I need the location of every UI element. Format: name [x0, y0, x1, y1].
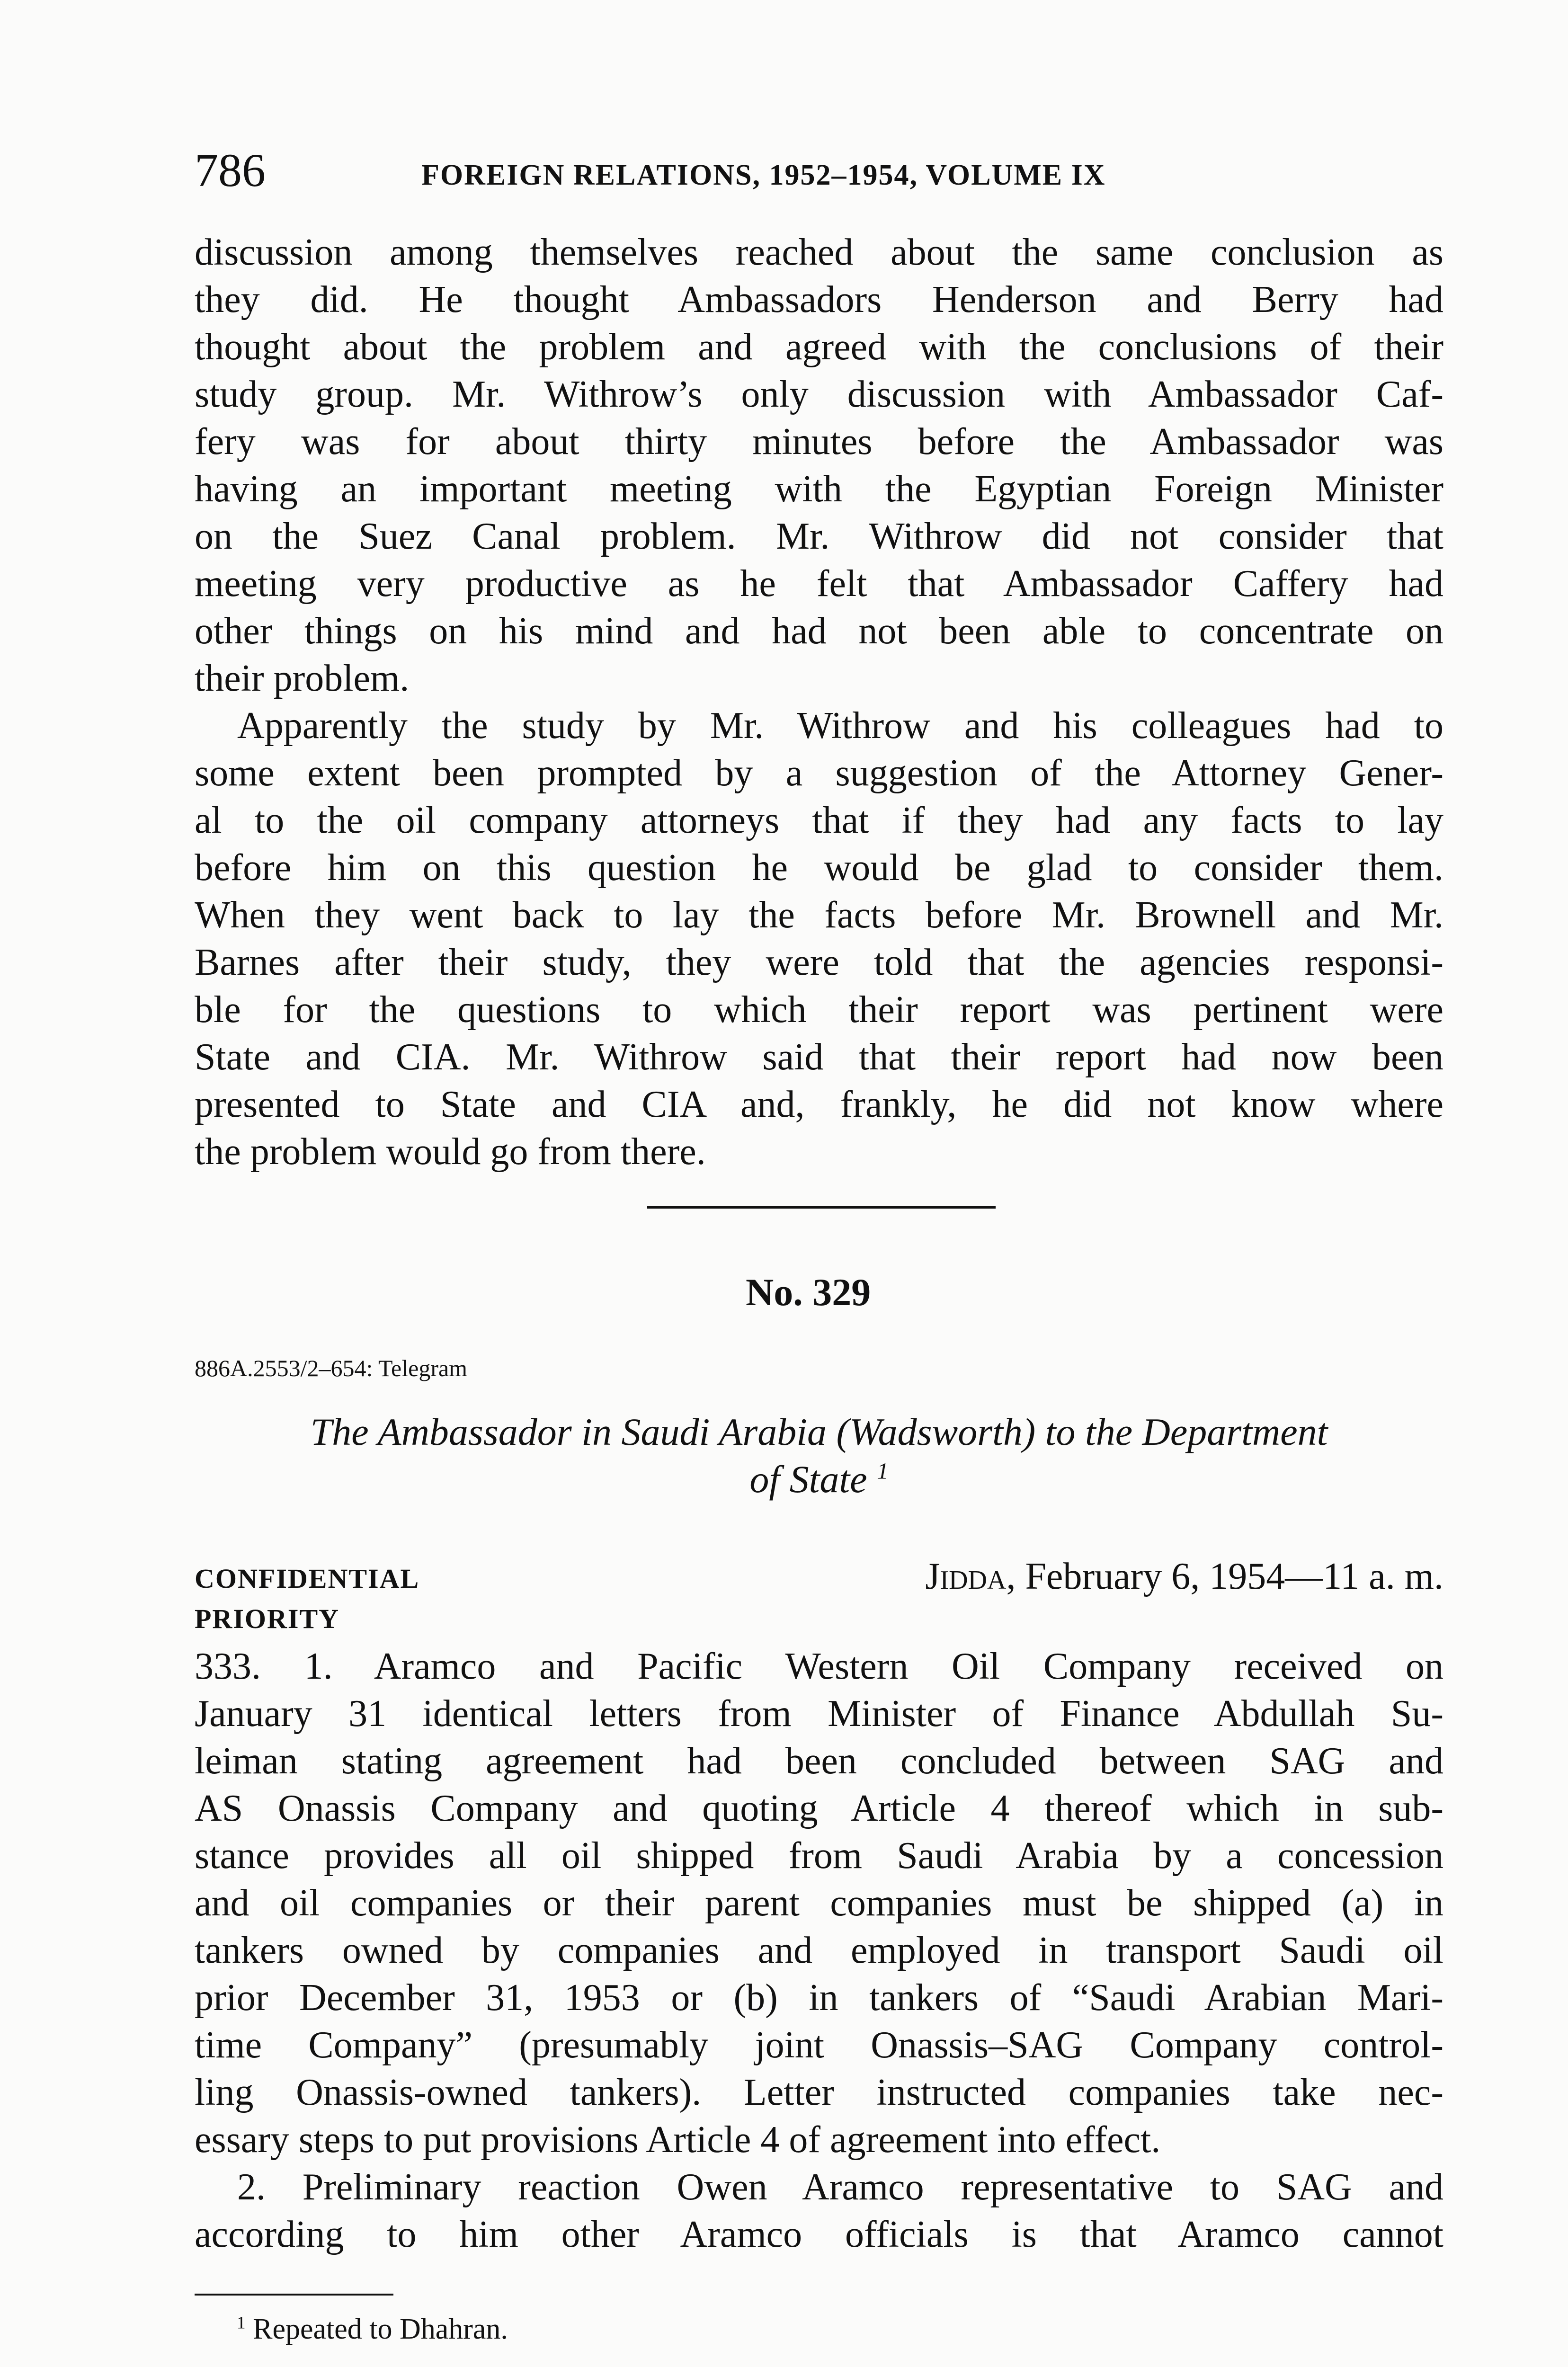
- text-line: other things on his mind and had not been able to concentrate on: [195, 610, 1443, 652]
- text-line: fery was for about thirty minutes before the Ambassador was: [195, 421, 1443, 463]
- text-line: study group. Mr. Withrow’s only discussion with Ambassador Caf-: [195, 374, 1443, 415]
- text-line: their problem.: [195, 658, 410, 699]
- continuation-paragraph-1: [195, 229, 1443, 702]
- footnote-divider: [195, 2294, 393, 2296]
- text-line: al to the oil company attorneys that if they had any facts to lay: [195, 800, 1443, 841]
- text-line: and oil companies or their parent companies must be shipped (a) in: [195, 1882, 1443, 1924]
- text-line: some extent been prompted by a suggestion of the Attorney Gener-: [195, 752, 1443, 794]
- text-line: 2. Preliminary reaction Owen Aramco representative to SAG and: [237, 2166, 1443, 2208]
- footnote: [237, 2310, 508, 2348]
- text-line: Apparently the study by Mr. Withrow and his colleagues had to: [237, 705, 1443, 747]
- text-line: January 31 identical letters from Minister of Finance Abdullah Su-: [195, 1693, 1443, 1735]
- text-line: essary steps to put provisions Article 4 of agreement into effect.: [195, 2119, 1161, 2161]
- text-line: State and CIA. Mr. Withrow said that their report had now been: [195, 1036, 1443, 1078]
- text-line: AS Onassis Company and quoting Article 4 thereof which in sub-: [195, 1788, 1443, 1829]
- text-line: meeting very productive as he felt that Ambassador Caffery had: [195, 563, 1443, 605]
- document-title-line-2: of State: [749, 1458, 867, 1501]
- precedence: PRIORITY: [195, 1603, 340, 1634]
- footnote-reference: 1: [877, 1458, 889, 1484]
- dateline-place: Jidda: [925, 1556, 1007, 1597]
- document-number: No. 329: [746, 1271, 871, 1314]
- text-line: tankers owned by companies and employed in transport Saudi oil: [195, 1930, 1443, 1971]
- text-line: before him on this question he would be glad to consider them.: [195, 847, 1443, 889]
- text-line: time Company” (presumably joint Onassis–SAG Company control-: [195, 2024, 1443, 2066]
- text-line: prior December 31, 1953 or (b) in tankers of “Saudi Arabian Mari-: [195, 1977, 1443, 2019]
- text-line: ling Onassis-owned tankers). Letter instructed companies take nec-: [195, 2072, 1443, 2113]
- text-line: presented to State and CIA and, frankly, he did not know where: [195, 1084, 1443, 1125]
- document-title: [195, 1408, 1443, 1503]
- text-line: the problem would go from there.: [195, 1131, 706, 1173]
- text-line: discussion among themselves reached about the same conclusion as: [195, 231, 1443, 273]
- text-line: on the Suez Canal problem. Mr. Withrow did not consider that: [195, 516, 1443, 557]
- page-number: 786: [195, 144, 266, 196]
- continuation-paragraph-2: [195, 702, 1443, 1175]
- text-line: according to him other Aramco officials is that Aramco cannot: [195, 2214, 1443, 2255]
- telegram-paragraph-1: [195, 1643, 1443, 2163]
- text-line: 333. 1. Aramco and Pacific Western Oil Company received on: [195, 1646, 1443, 1687]
- section-divider: [647, 1206, 996, 1209]
- text-line: stance provides all oil shipped from Saudi Arabia by a concession: [195, 1835, 1443, 1877]
- dateline-date: , February 6, 1954—11 a. m.: [1006, 1556, 1443, 1597]
- telegram-paragraph-2: [195, 2163, 1443, 2258]
- text-line: Barnes after their study, they were told that the agencies responsi-: [195, 942, 1443, 983]
- text-line: ble for the questions to which their report was pertinent were: [195, 989, 1443, 1031]
- text-line: leiman stating agreement had been concluded between SAG and: [195, 1740, 1443, 1782]
- text-line: they did. He thought Ambassadors Henderson and Berry had: [195, 279, 1443, 320]
- source-note: 886A.2553/2–654: Telegram: [195, 1355, 468, 1381]
- text-line: thought about the problem and agreed with the conclusions of their: [195, 326, 1443, 368]
- classification: CONFIDENTIAL: [195, 1563, 420, 1594]
- text-line: When they went back to lay the facts before Mr. Brownell and Mr.: [195, 894, 1443, 936]
- dateline: [798, 1553, 1443, 1600]
- document-title-line-1: The Ambassador in Saudi Arabia (Wadsworth) to the Department: [310, 1410, 1328, 1453]
- running-head: FOREIGN RELATIONS, 1952–1954, VOLUME IX: [421, 159, 1106, 191]
- footnote-text: Repeated to Dhahran.: [253, 2313, 508, 2345]
- footnote-marker: 1: [237, 2313, 246, 2333]
- text-line: having an important meeting with the Egyptian Foreign Minister: [195, 468, 1443, 510]
